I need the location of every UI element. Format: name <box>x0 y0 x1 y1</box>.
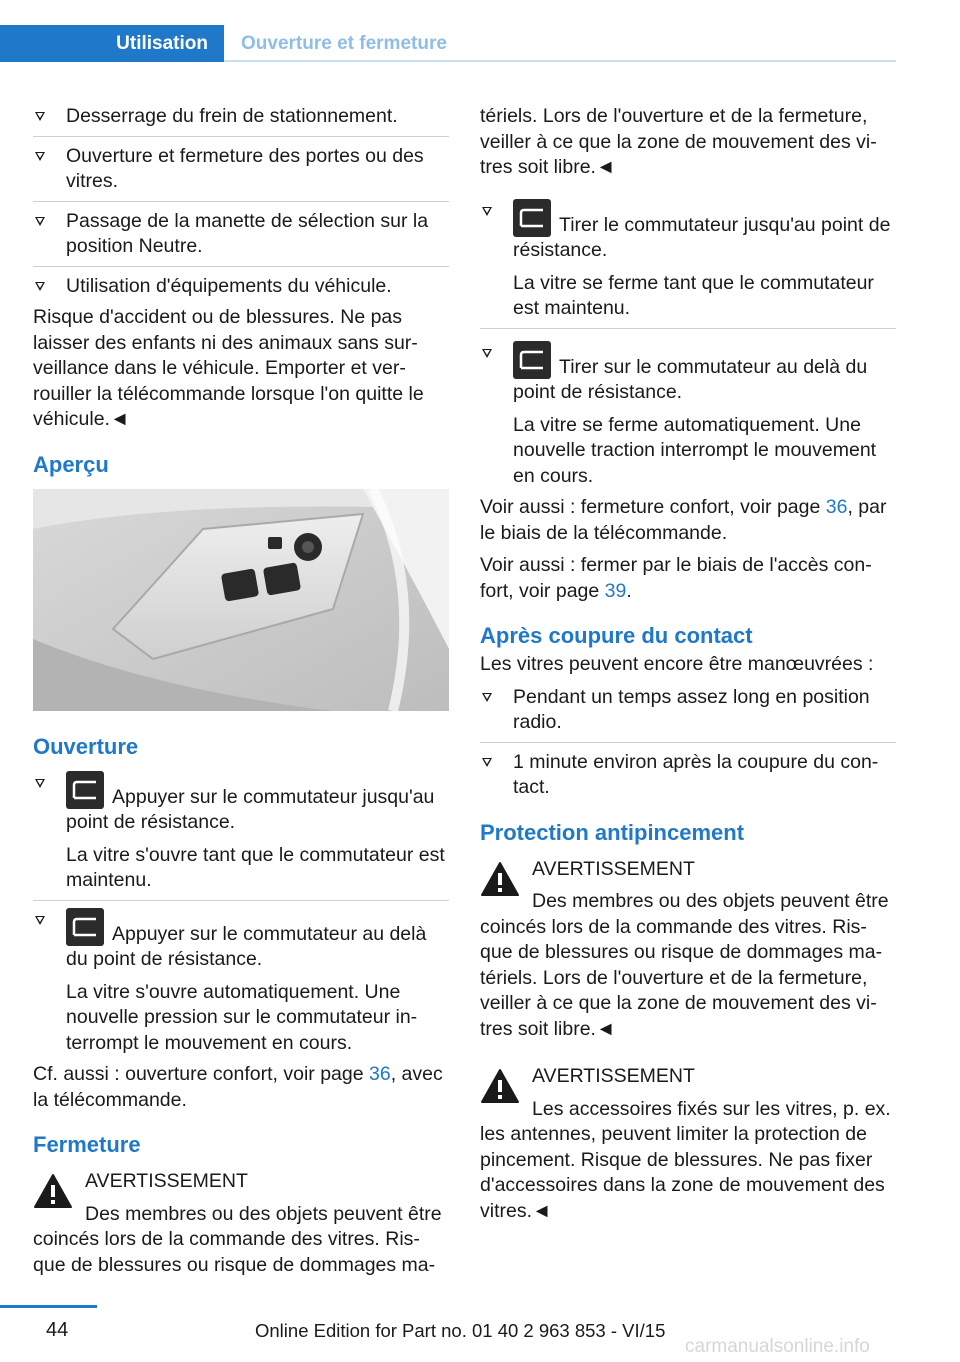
warning-block <box>480 1064 896 1224</box>
heading-fermeture: Fermeture <box>33 1132 141 1157</box>
warning-block <box>33 1169 449 1278</box>
warning-title: AVERTISSEMENT <box>85 1170 248 1192</box>
window-switch-icon <box>66 771 104 809</box>
warning-text: Des membres ou des objets peuvent être coincés lors de la commande des vitres. Ris-que de blessures ou risque de dommages ma- <box>33 1202 442 1276</box>
warning-text: Des membres ou des objets peuvent être coincés lors de la commande des vitres. Ris-que de blessures ou risque de dommages ma-tériels. Lors de l'ouverture et de la fermeture, veiller à ce que la zone de mouvement des vi-tres soit libre.◄ <box>480 890 889 1040</box>
door-switch-photo <box>33 489 449 711</box>
window-switch-icon <box>66 908 104 946</box>
warning-icon <box>480 1068 520 1104</box>
page-link[interactable]: 39 <box>604 579 627 602</box>
apres-intro: Les vitres peuvent encore être manœuvrées : <box>480 653 874 675</box>
list-item: Passage de la manette de sélection sur la position Neutre. <box>33 209 449 267</box>
list-item-open-1: Appuyer sur le commutateur jusqu'au point de résistance. La vitre s'ouvre tant que le commutateur est maintenu. <box>33 771 449 901</box>
risk-paragraph: Risque d'accident ou de blessures. Ne pas laisser des enfants ni des animaux sans sur-veillance dans le véhicule. Emporter et ver-rouiller la télécommande lorsque l'on quitte le véhicule.◄ <box>33 306 424 430</box>
window-switch-icon <box>513 199 551 237</box>
left-column <box>33 104 449 1285</box>
heading-apres-coupure: Après coupure du contact <box>480 623 753 648</box>
warning-icon <box>480 861 520 897</box>
list-item-close-2: Tirer sur le commutateur au delà du point de résistance. La vitre se ferme automatiquement. Une nouvelle traction interrompt le mouvement en cours. <box>480 341 896 490</box>
warning-text: Les accessoires fixés sur les vitres, p. ex. les antennes, peuvent limiter la protection de pincement. Risque de blessures. Ne pas fixer d'accessoires dans la zone de mouvement des vitres.◄ <box>480 1097 891 1222</box>
warning-icon <box>33 1173 73 1209</box>
list-item: Pendant un temps assez long en position radio. <box>480 685 896 743</box>
list-item: Desserrage du frein de stationnement. <box>33 104 449 137</box>
warning-block <box>480 857 896 1043</box>
heading-ouverture: Ouverture <box>33 733 139 759</box>
list-item: Utilisation d'équipements du véhicule. <box>33 274 449 300</box>
page-link[interactable]: 36 <box>825 496 848 518</box>
right-column <box>480 104 896 1231</box>
continued-paragraph: tériels. Lors de l'ouverture et de la fermeture, veiller à ce que la zone de mouvement des vi-tres soit libre.◄ <box>480 105 877 178</box>
see-also-1: Voir aussi : fermeture confort, voir page 36, par le biais de la télécommande. <box>480 496 887 544</box>
edition-text: Online Edition for Part no. 01 40 2 963 853 - VI/15 <box>255 1320 666 1341</box>
window-switch-icon <box>513 341 551 379</box>
heading-apercu: Aperçu <box>33 451 109 477</box>
list-item: Ouverture et fermeture des portes ou des vitres. <box>33 144 449 202</box>
list-item-open-2: Appuyer sur le commutateur au delà du point de résistance. La vitre s'ouvre automatiquement. Une nouvelle pression sur le commutateur in-terrompt le mouvement en cours. <box>33 908 449 1057</box>
see-also-2: Voir aussi : fermer par le biais de l'accès con-fort, voir page 39. <box>480 554 872 602</box>
warning-title: AVERTISSEMENT <box>532 857 695 880</box>
heading-protection: Protection antipincement <box>480 819 745 845</box>
tab-utilisation[interactable]: Utilisation <box>0 25 224 62</box>
footer-accent-line <box>0 1305 97 1308</box>
cf-paragraph: Cf. aussi : ouverture confort, voir page 36, avec la télécommande. <box>33 1063 443 1111</box>
list-item-close-1: Tirer le commutateur jusqu'au point de résistance. La vitre se ferme tant que le commutateur est maintenu. <box>480 199 896 329</box>
page-number: 44 <box>46 1319 69 1341</box>
header-tabs <box>0 25 896 62</box>
tab-ouverture-fermeture[interactable]: Ouverture et fermeture <box>241 33 447 54</box>
tab-underline <box>224 60 896 62</box>
list-item: 1 minute environ après la coupure du con-tact. <box>480 750 896 801</box>
page-link[interactable]: 36 <box>369 1063 391 1085</box>
warning-title: AVERTISSEMENT <box>532 1065 695 1087</box>
watermark: carmanualsonline.info <box>685 1336 870 1357</box>
